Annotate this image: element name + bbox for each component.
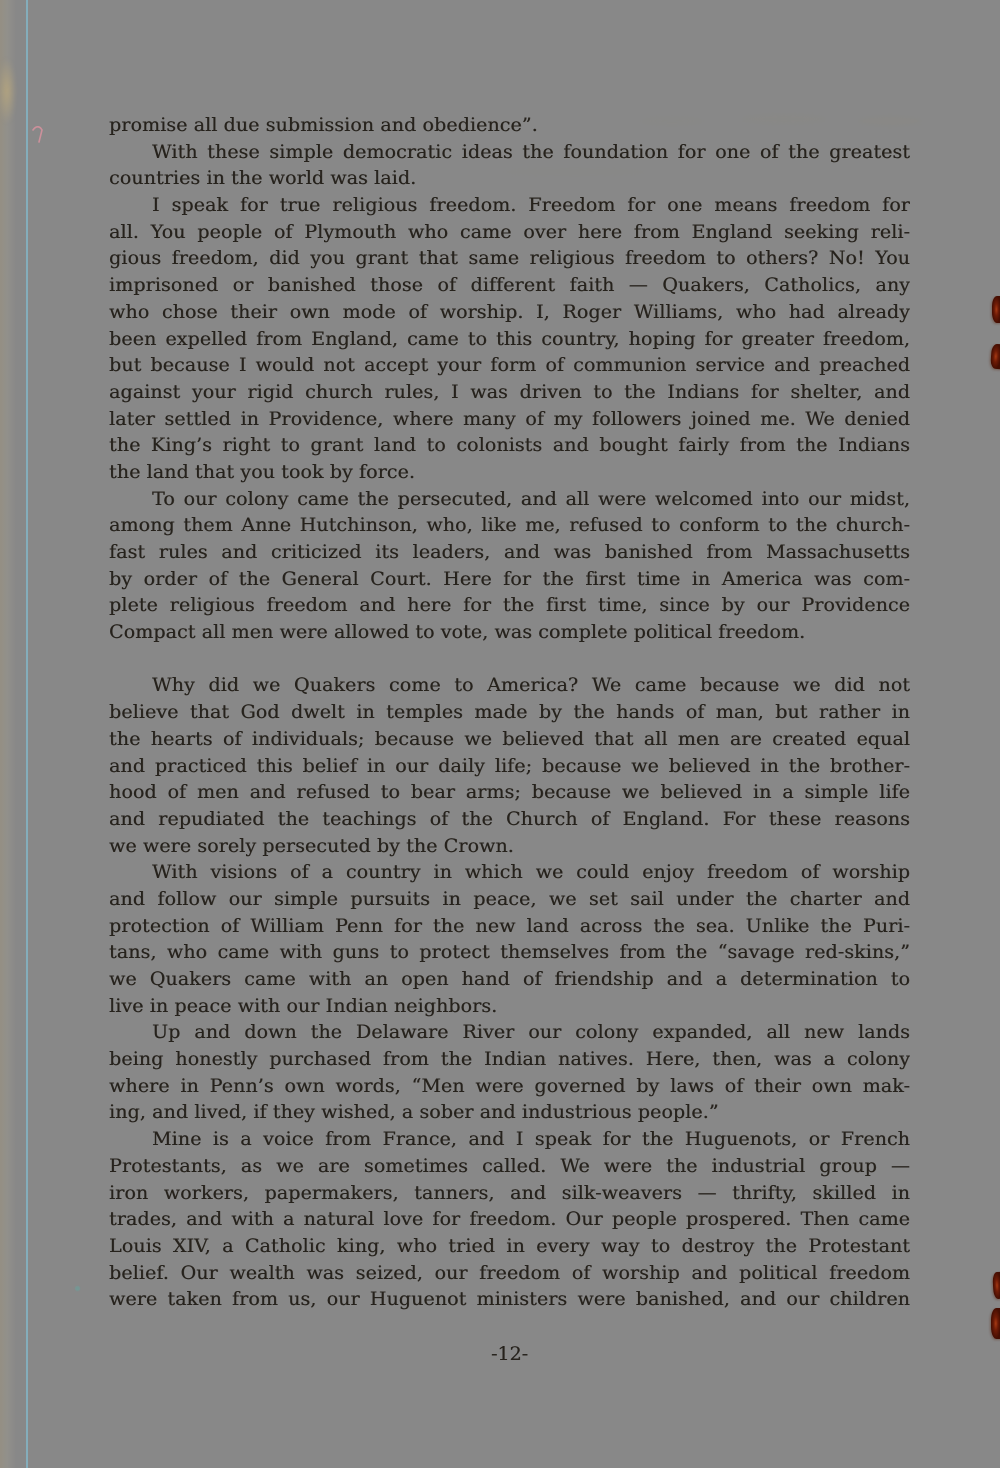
text-line: belief. Our wealth was seized, our freedom of worship and political freedom (109, 1261, 910, 1284)
text-line: where in Penn’s own words, “Men were governed by laws of their own mak- (109, 1074, 910, 1097)
scan-blue-margin-line (26, 0, 28, 1468)
pink-pencil-mark (31, 124, 47, 146)
corner-tan-stain (0, 52, 18, 130)
teal-speck (75, 1286, 80, 1291)
text-line: live in peace with our Indian neighbors. (109, 994, 498, 1017)
text-line: we were sorely persecuted by the Crown. (109, 834, 514, 857)
paragraph (109, 112, 910, 139)
paragraph (109, 1126, 910, 1313)
text-line: countries in the world was laid. (109, 167, 417, 190)
text-line: but because I would not accept your form of communion service and preached (109, 354, 910, 377)
text-line: Why did we Quakers come to America? We came because we did not (152, 674, 910, 697)
paragraph (109, 192, 910, 486)
text-line: hood of men and refused to bear arms; because we believed in a simple life (109, 781, 910, 804)
text-line: tans, who came with guns to protect themselves from the “savage red-skins,” (109, 941, 910, 964)
text-line: all. You people of Plymouth who came over here from England seeking reli- (109, 220, 910, 243)
text-line: against your rigid church rules, I was driven to the Indians for shelter, and (109, 380, 910, 403)
paragraph (109, 672, 910, 859)
text-line: the land that you took by force. (109, 460, 416, 483)
page-text-block (109, 112, 910, 1313)
paragraph (109, 1019, 910, 1126)
text-line: Compact all men were allowed to vote, was complete political freedom. (109, 621, 806, 644)
text-line: we Quakers came with an open hand of friendship and a determination to (109, 968, 910, 990)
text-line: iron workers, papermakers, tanners, and silk-weavers — thrifty, skilled in (109, 1181, 910, 1204)
page-number: -12- (490, 1343, 529, 1365)
red-ink-edge-stain (991, 1308, 1000, 1339)
red-ink-edge-stain (990, 344, 1000, 370)
text-line: among them Anne Hutchinson, who, like me, refused to conform to the church- (109, 514, 910, 537)
page-left-edge-shadow (0, 0, 16, 1468)
text-line: and practiced this belief in our daily life; because we believed in the brother- (109, 754, 910, 777)
text-line: and follow our simple pursuits in peace, we set sail under the charter and (109, 887, 910, 910)
paragraph (109, 486, 910, 646)
text-line: trades, and with a natural love for freedom. Our people prospered. Then came (109, 1208, 910, 1231)
text-line: the King’s right to grant land to colonists and bought fairly from the Indians (109, 434, 910, 457)
text-line: I speak for true religious freedom. Freedom for one means freedom for (152, 194, 910, 217)
text-line: being honestly purchased from the Indian natives. Here, then, was a colony (109, 1048, 910, 1071)
text-line: Mine is a voice from France, and I speak for the Huguenots, or French (152, 1128, 910, 1151)
text-line: ing, and lived, if they wished, a sober and industrious people.” (109, 1101, 719, 1124)
text-line: the hearts of individuals; because we believed that all men are created equal (109, 727, 910, 750)
text-line: With these simple democratic ideas the foundation for one of the greatest (152, 140, 910, 163)
text-line: later settled in Providence, where many of my followers joined me. We denied (109, 407, 910, 430)
text-line: protection of William Penn for the new land across the sea. Unlike the Puri- (109, 914, 910, 937)
text-line: believe that God dwelt in temples made by the hands of man, but rather in (109, 701, 910, 724)
text-line: Up and down the Delaware River our colony expanded, all new lands (152, 1021, 910, 1044)
text-line: by order of the General Court. Here for the first time in America was com- (109, 567, 910, 590)
text-line: who chose their own mode of worship. I, Roger Williams, who had already (109, 300, 910, 323)
paragraph (109, 139, 910, 192)
text-line: Louis XIV, a Catholic king, who tried in every way to destroy the Protestant (109, 1234, 910, 1257)
text-line: been expelled from England, came to this country, hoping for greater freedom, (109, 327, 910, 350)
page-footer (109, 1341, 910, 1368)
text-line: fast rules and criticized its leaders, and was banished from Massachusetts (109, 541, 910, 563)
text-line: promise all due submission and obedience”. (109, 114, 538, 136)
text-line: Protestants, as we are sometimes called. We were the industrial group — (109, 1154, 910, 1177)
text-line: were taken from us, our Huguenot ministers were banished, and our children (109, 1288, 910, 1311)
red-ink-edge-stain (992, 1272, 1000, 1299)
red-ink-edge-stain (992, 296, 1000, 323)
text-line: gious freedom, did you grant that same religious freedom to others? No! You (109, 247, 910, 270)
text-line: imprisoned or banished those of different faith — Quakers, Catholics, any (109, 274, 910, 297)
text-line: and repudiated the teachings of the Church of England. For these reasons (109, 807, 910, 830)
paragraph (109, 859, 910, 1019)
text-line: plete religious freedom and here for the first time, since by our Providence (109, 594, 910, 617)
text-line: With visions of a country in which we could enjoy freedom of worship (152, 861, 910, 884)
text-line: To our colony came the persecuted, and all were welcomed into our midst, (152, 487, 910, 510)
